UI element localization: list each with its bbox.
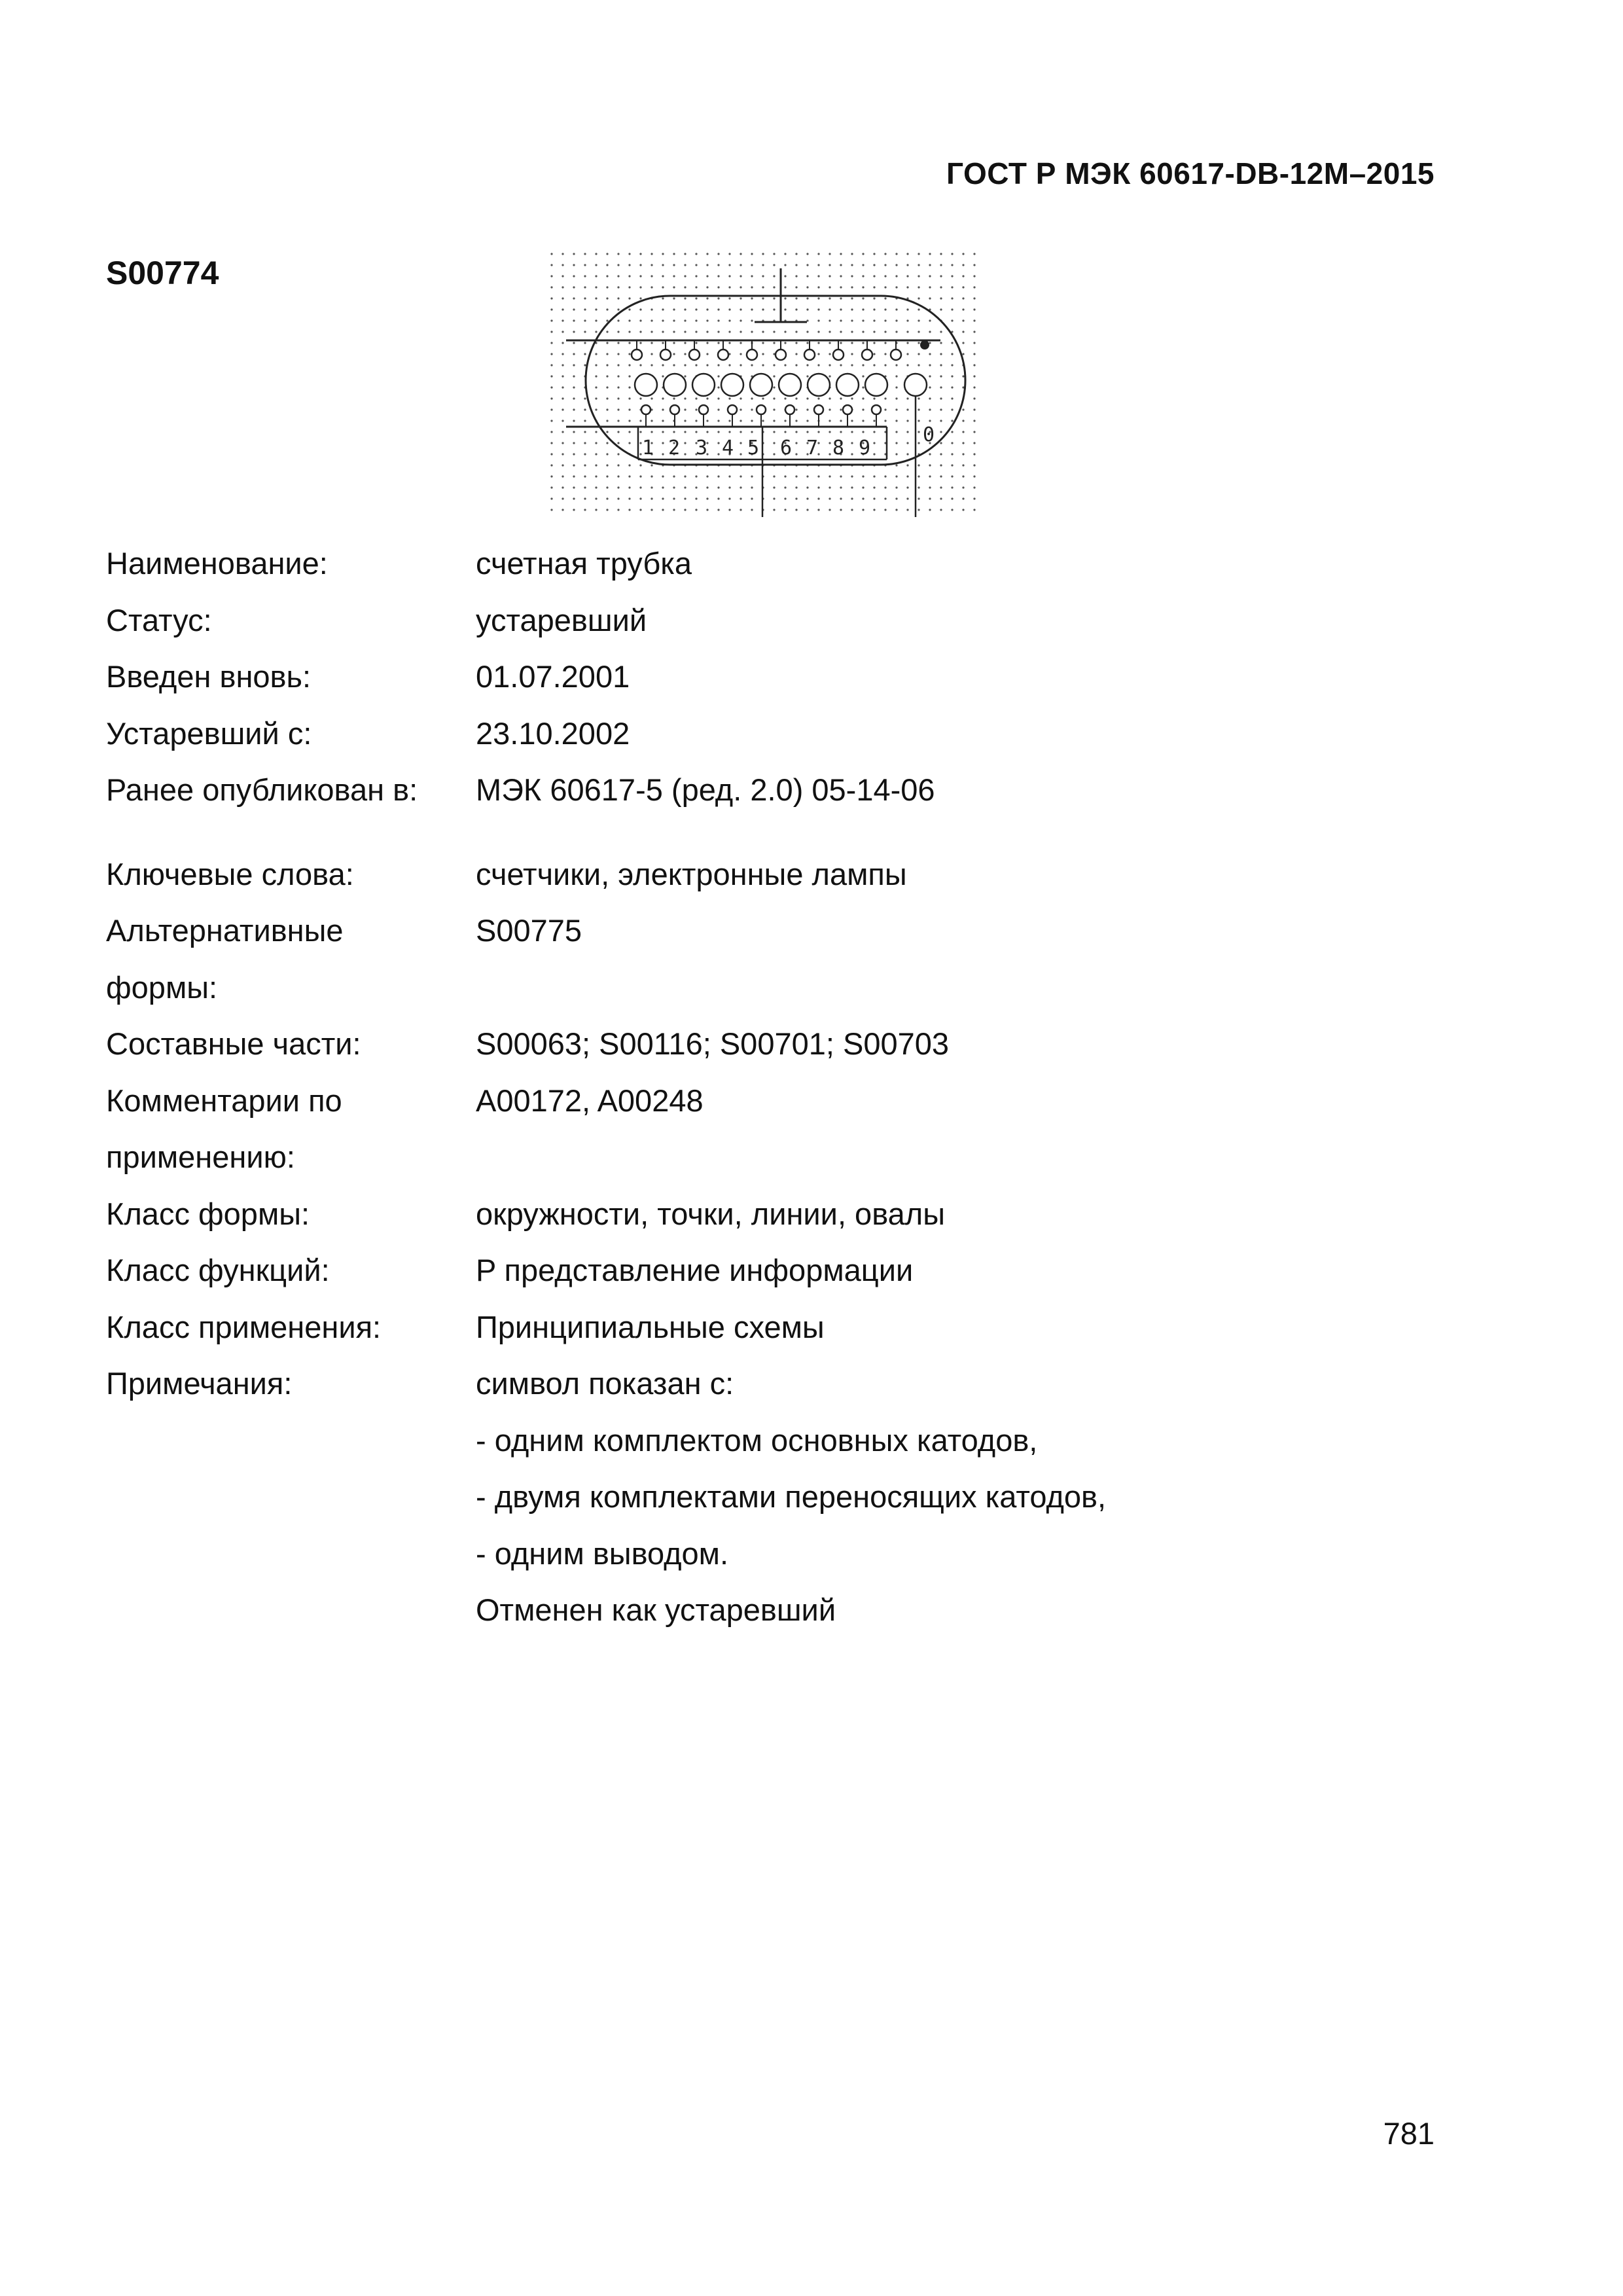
property-row	[106, 706, 1415, 762]
property-row	[106, 960, 1415, 1016]
bottom-carrying-cathode	[872, 405, 881, 414]
digit-label: 2	[668, 437, 681, 459]
main-cathode	[635, 374, 657, 396]
top-carrying-cathode	[833, 350, 844, 360]
digit-label: 4	[721, 437, 734, 459]
bottom-carrying-cathode	[641, 405, 651, 414]
note-line: - одним комплектом основных катодов,	[476, 1422, 1038, 1458]
top-carrying-cathode	[689, 350, 700, 360]
digit-label-zero: 0	[922, 423, 935, 446]
property-key: Класс применения:	[106, 1309, 382, 1344]
property-row	[106, 762, 1415, 819]
section-gap	[106, 819, 1415, 846]
bottom-carrying-cathode	[699, 405, 708, 414]
property-value	[476, 1129, 1415, 1186]
top-carrying-cathode	[891, 350, 901, 360]
top-carrying-cathode	[747, 350, 757, 360]
property-key: формы:	[106, 969, 218, 1005]
property-value	[476, 960, 1415, 1016]
property-value: Принципиальные схемы	[476, 1309, 825, 1344]
property-key: Класс формы:	[106, 1196, 310, 1231]
property-key: Наименование:	[106, 546, 328, 581]
property-row	[106, 1016, 1415, 1073]
main-cathode	[721, 374, 743, 396]
property-row	[106, 649, 1415, 706]
property-row	[106, 1355, 1415, 1412]
property-key: Класс функций:	[106, 1253, 330, 1287]
property-value: P представление информации	[476, 1253, 914, 1287]
symbol-id: S00774	[106, 255, 219, 291]
top-carrying-cathode	[718, 350, 728, 360]
property-key: Альтернативные	[106, 913, 344, 948]
page-number: 781	[1383, 2116, 1435, 2151]
properties-table	[106, 535, 1415, 1639]
digit-label: 3	[695, 437, 708, 459]
property-row	[106, 1129, 1415, 1186]
main-cathode	[865, 374, 887, 396]
property-value: 01.07.2001	[476, 659, 630, 694]
property-row	[106, 535, 1415, 592]
property-key: Статус:	[106, 602, 212, 637]
property-value: 23.10.2002	[476, 715, 630, 751]
property-value: S00775	[476, 913, 582, 948]
bottom-carrying-cathode	[757, 405, 766, 414]
digit-label: 6	[779, 437, 793, 459]
property-key: применению:	[106, 1139, 295, 1174]
standard-header: ГОСТ Р МЭК 60617-DB-12M–2015	[946, 156, 1435, 190]
property-key: Ключевые слова:	[106, 856, 354, 891]
top-carrying-cathode	[660, 350, 671, 360]
digit-label: 7	[806, 437, 819, 459]
property-key: Составные части:	[106, 1026, 361, 1061]
main-cathode	[779, 374, 801, 396]
bottom-carrying-cathode	[843, 405, 852, 414]
property-key: Введен вновь:	[106, 659, 312, 694]
top-carrying-cathode	[632, 350, 642, 360]
property-row	[106, 846, 1415, 903]
property-value: A00172, A00248	[476, 1083, 704, 1118]
digit-label: 9	[858, 437, 871, 459]
main-cathode	[808, 374, 830, 396]
bottom-carrying-cathode	[785, 405, 794, 414]
digit-label: 8	[832, 437, 845, 459]
bottom-carrying-cathode	[814, 405, 823, 414]
property-row	[106, 592, 1415, 649]
property-row	[106, 1299, 1415, 1356]
property-value: окружности, точки, линии, овалы	[476, 1196, 945, 1231]
notes-continuation	[476, 1412, 1415, 1639]
note-line: - одним выводом.	[476, 1535, 729, 1571]
top-carrying-cathode	[776, 350, 786, 360]
property-key: Устаревший с:	[106, 715, 312, 751]
top-carrying-cathode	[804, 350, 815, 360]
bottom-carrying-cathode	[728, 405, 737, 414]
main-cathode	[904, 374, 927, 396]
digit-label: 1	[641, 437, 654, 459]
counting-tube-symbol-figure	[546, 249, 988, 524]
counting-tube-icon	[546, 249, 988, 524]
property-key: Комментарии по	[106, 1083, 342, 1118]
property-row	[106, 1242, 1415, 1299]
indicator-dot	[920, 340, 929, 350]
main-cathode	[664, 374, 686, 396]
main-cathode	[750, 374, 772, 396]
property-value: счетная трубка	[476, 546, 692, 581]
property-key: Примечания:	[106, 1366, 293, 1401]
property-row	[106, 1073, 1415, 1130]
note-line: - двумя комплектами переносящих катодов,	[476, 1479, 1107, 1514]
property-value: счетчики, электронные лампы	[476, 856, 907, 891]
property-value: устаревший	[476, 602, 647, 637]
main-cathode	[692, 374, 715, 396]
bottom-carrying-cathode	[670, 405, 679, 414]
property-row	[106, 1186, 1415, 1243]
property-value: символ показан с:	[476, 1366, 734, 1401]
property-row	[106, 903, 1415, 960]
note-line: Отменен как устаревший	[476, 1592, 836, 1627]
property-key: Ранее опубликован в:	[106, 772, 418, 807]
property-value: МЭК 60617-5 (ред. 2.0) 05-14-06	[476, 772, 935, 807]
digit-label: 5	[747, 437, 760, 459]
main-cathode	[836, 374, 859, 396]
property-value: S00063; S00116; S00701; S00703	[476, 1026, 950, 1061]
top-carrying-cathode	[862, 350, 872, 360]
